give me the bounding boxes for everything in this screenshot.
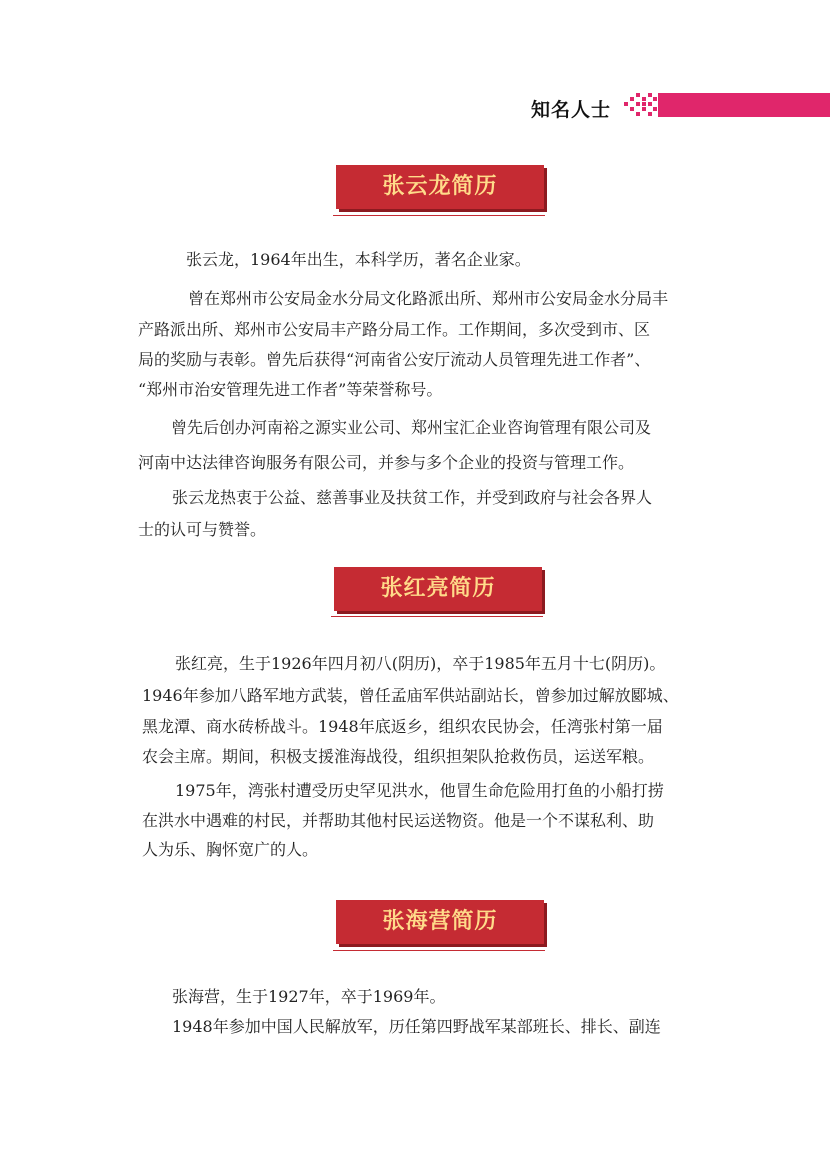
paragraph-line: 1948年参加中国人民解放军，历任第四野战军某部班长、排长、副连 xyxy=(172,1017,661,1036)
paragraph-line: 农会主席。期间，积极支援淮海战役，组织担架队抢救伤员，运送军粮。 xyxy=(142,747,655,766)
paragraph-line: 张红亮，生于1926年四月初八(阴历)，卒于1985年五月十七(阴历)。 xyxy=(175,654,666,673)
paragraph-line: 1975年，湾张村遭受历史罕见洪水，他冒生命危险用打鱼的小船打捞 xyxy=(175,781,664,800)
section-underline xyxy=(333,215,545,216)
section-title-zhang-yunlong: 张云龙简历 xyxy=(336,165,544,209)
header-decoration xyxy=(624,93,830,117)
paragraph-line: 河南中达法律咨询服务有限公司，并参与多个企业的投资与管理工作。 xyxy=(138,453,635,472)
paragraph-line: “郑州市治安管理先进工作者”等荣誉称号。 xyxy=(138,380,443,399)
section-underline xyxy=(333,950,545,951)
section-title-zhang-haiying: 张海营简历 xyxy=(336,900,544,944)
paragraph-line: 张云龙热衷于公益、慈善事业及扶贫工作，并受到政府与社会各界人 xyxy=(172,488,653,507)
paragraph-line: 局的奖励与表彰。曾先后获得“河南省公安厅流动人员管理先进工作者”、 xyxy=(138,350,651,369)
paragraph-line: 黑龙潭、商水砖桥战斗。1948年底返乡，组织农民协会，任湾张村第一届 xyxy=(142,717,663,736)
paragraph-line: 1946年参加八路军地方武装，曾任孟庙军供站副站长，曾参加过解放郾城、 xyxy=(142,686,679,705)
paragraph-line: 人为乐、胸怀宽广的人。 xyxy=(142,840,319,859)
paragraph-line: 曾先后创办河南裕之源实业公司、郑州宝汇企业咨询管理有限公司及 xyxy=(171,418,652,437)
paragraph-line: 张海营，生于1927年，卒于1969年。 xyxy=(172,987,446,1006)
paragraph-line: 产路派出所、郑州市公安局丰产路分局工作。工作期间，多次受到市、区 xyxy=(138,320,651,339)
paragraph-line: 士的认可与赞誉。 xyxy=(138,520,267,539)
paragraph-line: 在洪水中遇难的村民，并帮助其他村民运送物资。他是一个不谋私利、助 xyxy=(142,811,655,830)
section-underline xyxy=(331,616,543,617)
paragraph-line: 曾在郑州市公安局金水分局文化路派出所、郑州市公安局金水分局丰 xyxy=(188,289,669,308)
paragraph-line: 张云龙，1964年出生，本科学历，著名企业家。 xyxy=(186,250,531,269)
page-header-title: 知名人士 xyxy=(531,99,612,121)
section-title-zhang-hongliang: 张红亮简历 xyxy=(334,567,542,611)
